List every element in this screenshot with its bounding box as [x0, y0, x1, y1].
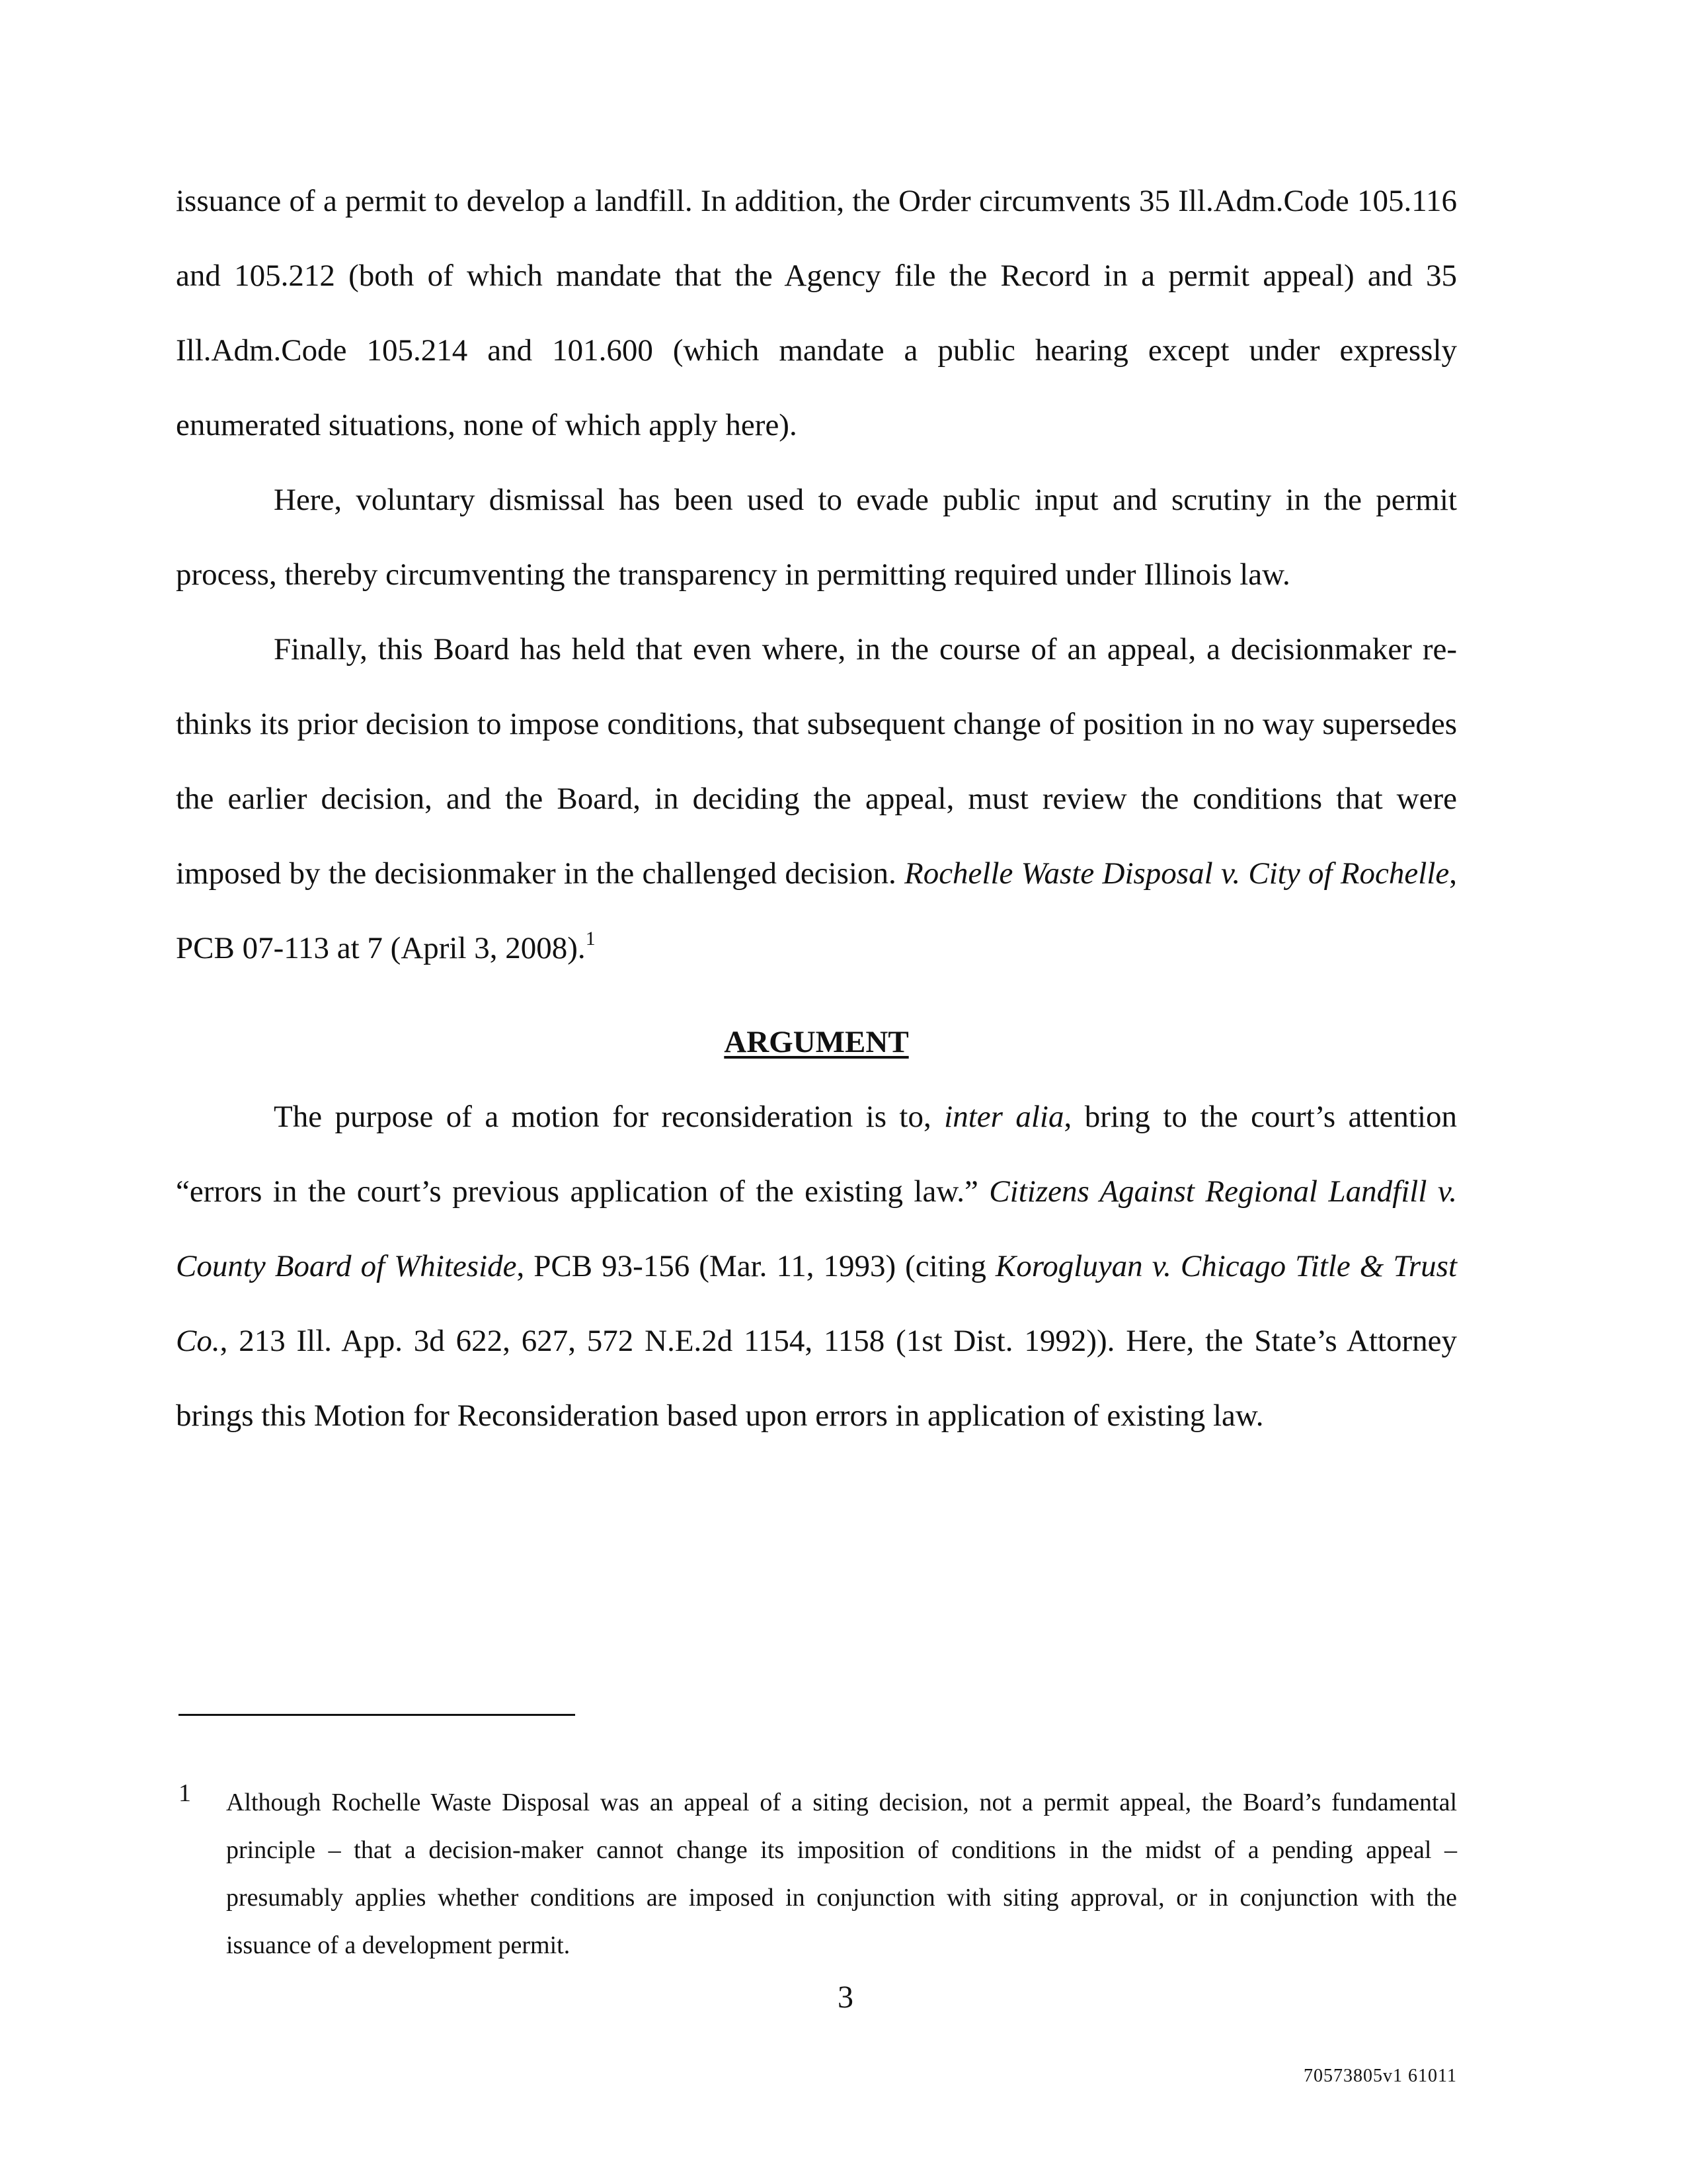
argument-text-3: , PCB 93-156 (Mar. 11, 1993) (citing	[516, 1249, 996, 1283]
footnote-text: Although Rochelle Waste Disposal was an appeal of a siting decision, not a permit appeal, the Board’s fundamental principle – that a decision-maker cannot change its imposition of conditions in the midst of a pending appeal – presumably applies whether conditions are imposed in conjunction with siting approval, or in conjunction with the issuance of a development permit.	[226, 1789, 1457, 1959]
paragraph-2: Here, voluntary dismissal has been used to evade public input and scrutiny in the permit process, thereby circumventing the transparency in permitting required under Illinois law.	[176, 483, 1457, 592]
inter-alia-italic: inter alia	[944, 1100, 1064, 1134]
section-heading: ARGUMENT	[724, 1025, 909, 1059]
footnote-reference: 1	[585, 928, 596, 950]
paragraph-3	[176, 612, 1457, 986]
argument-paragraph	[176, 1080, 1457, 1453]
paragraph-1: issuance of a permit to develop a landfill. In addition, the Order circumvents 35 Ill.Adm.Code 105.116 and 105.212 (both of which mandate that the Agency file the Record in a permit appeal) and 35 Ill.Adm.Code 105.214 and 101.600 (which mandate a public hearing except under expressly enumerated situations, none of which apply here).	[176, 184, 1457, 442]
footnote-mark: 1	[178, 1779, 191, 1807]
paragraph-3-citation: , PCB 07-113 at 7 (April 3, 2008).	[176, 856, 1457, 965]
case-citation-korogluyan: Korogluyan v. Chicago Title & Trust Co.	[176, 1249, 1458, 1358]
argument-text-4: , 213 Ill. App. 3d 622, 627, 572 N.E.2d 1154, 1158 (1st Dist. 1992)). Here, the State’s Attorney brings this Motion for Reconsideration based upon errors in application of existing law.	[176, 1324, 1457, 1433]
argument-text-1: The purpose of a motion for reconsideration is to,	[274, 1100, 945, 1134]
argument-text-2: , bring to the court’s attention “errors in the court’s previous application of the existing law.”	[176, 1100, 1457, 1209]
case-citation-citizens: Citizens Against Regional Landfill v. County Board of Whiteside	[176, 1174, 1457, 1283]
argument-section	[176, 1005, 1457, 1453]
footnote	[178, 1779, 1457, 1969]
case-citation-rochelle: Rochelle Waste Disposal v. City of Rochelle	[904, 856, 1450, 891]
document-id: 70573805v1 61011	[1304, 2066, 1457, 2086]
footnote-separator	[178, 1714, 575, 1716]
body-text-block	[176, 164, 1457, 986]
paragraph-3-text: Finally, this Board has held that even where, in the course of an appeal, a decisionmaker re-thinks its prior decision to impose conditions, that subsequent change of position in no way supersedes the earlier decision, and the Board, in deciding the appeal, must review the conditions that were imposed by the decisionmaker in the challenged decision.	[176, 632, 1457, 891]
page-number: 3	[838, 1980, 853, 2015]
